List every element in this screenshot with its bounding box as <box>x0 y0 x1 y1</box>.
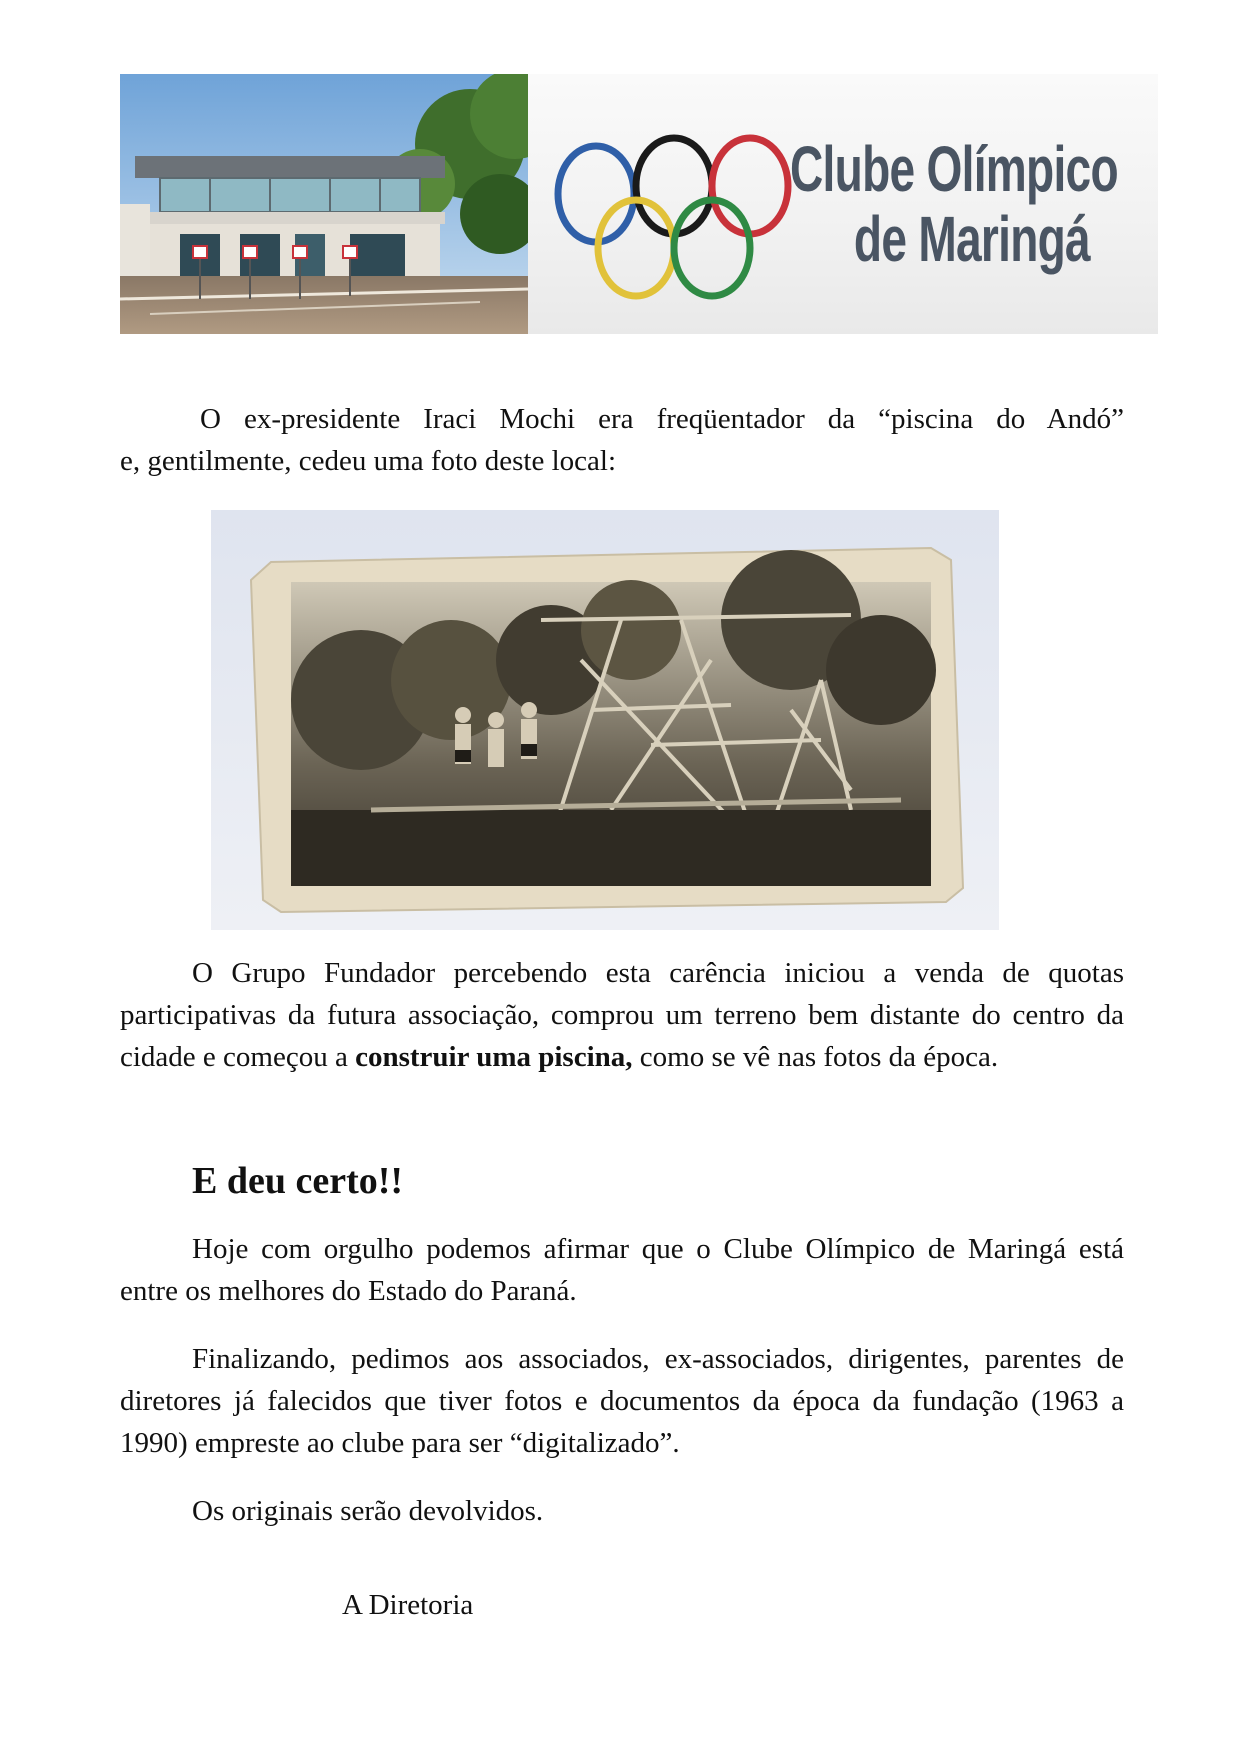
club-name-line2: de Maringá <box>853 203 1090 275</box>
success-heading: E deu certo!! <box>192 1160 404 1202</box>
olympic-rings-icon <box>554 124 794 314</box>
header-banner <box>120 74 1158 334</box>
founders-text-bold: construir uma piscina, <box>355 1041 633 1073</box>
old-pool-photo <box>211 510 999 930</box>
club-name-line1: Clube Olímpico <box>790 133 1118 205</box>
return-note: Os originais serão devolvidos. <box>192 1495 544 1527</box>
club-building-photo <box>120 74 528 334</box>
founders-text-end: como se vê nas fotos da época. <box>632 1041 999 1073</box>
club-logo <box>528 74 1158 334</box>
pride-paragraph: Hoje com orgulho podemos afirmar que o Clube Olímpico de Maringá está entre os melhores do Estado do Paraná. <box>120 1233 1124 1307</box>
signature: A Diretoria <box>342 1589 474 1621</box>
founders-text-start: O Grupo Fundador percebendo esta carência iniciou a venda de quotas participativas da futura associação, comprou um terreno bem distante do centro da cidade e começou a <box>120 957 1124 1073</box>
intro-paragraph <box>120 398 1124 482</box>
request-paragraph: Finalizando, pedimos aos associados, ex-associados, dirigentes, parentes de diretores já falecidos que tiver fotos e documentos da época da fundação (1963 a 1990) empreste ao clube para ser “digitalizado”. <box>120 1343 1124 1459</box>
club-name <box>790 134 1118 274</box>
founders-paragraph <box>120 952 1124 1078</box>
intro-line-1: O ex-presidente Iraci Mochi era freqüentador da “piscina do Andó” <box>200 403 1124 435</box>
intro-line-2: e, gentilmente, cedeu uma foto deste local: <box>120 445 617 477</box>
